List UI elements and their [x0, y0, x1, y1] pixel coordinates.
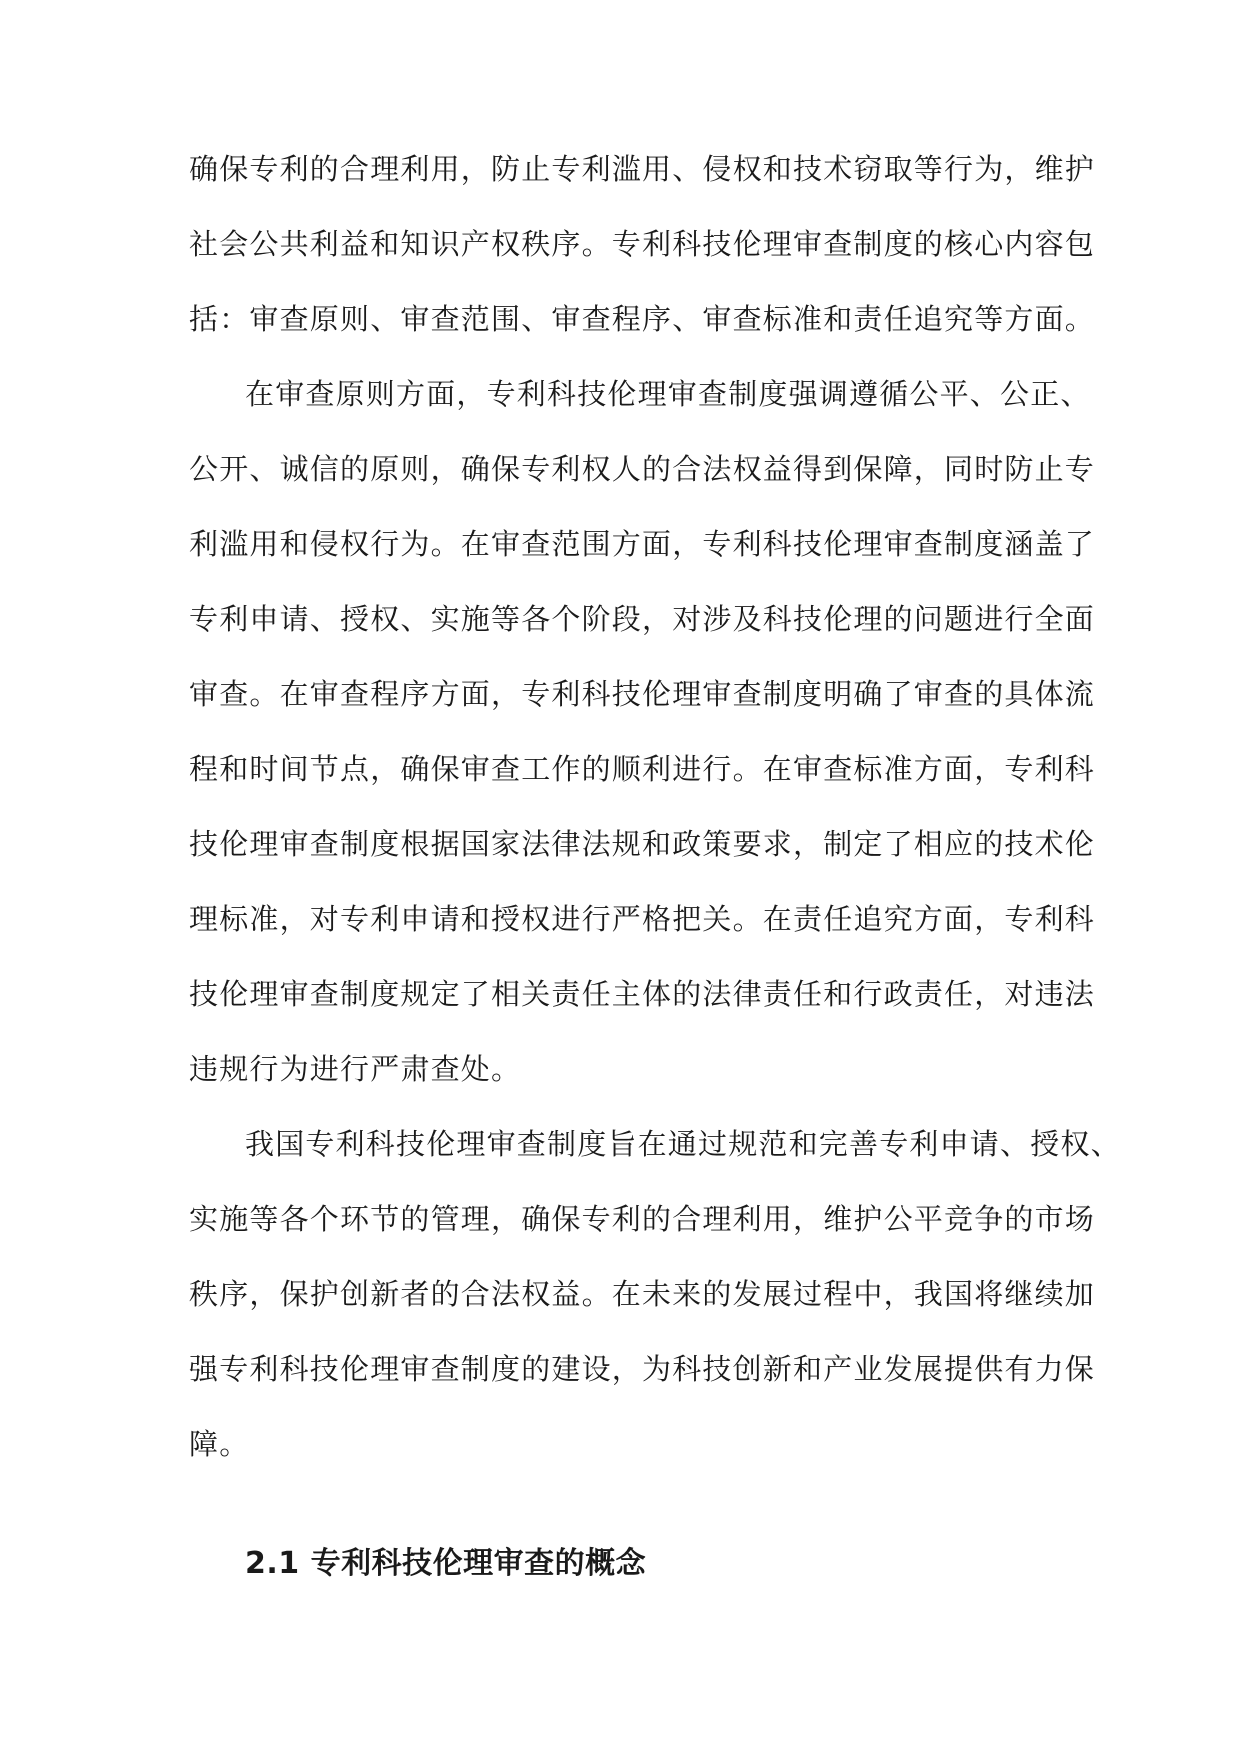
text-line: 确保专利的合理利用，防止专利滥用、侵权和技术窃取等行为，维护 [189, 152, 1096, 186]
text-line: 违规行为进行严肃查处。 [189, 1052, 522, 1086]
text-line: 专利申请、授权、实施等各个阶段，对涉及科技伦理的问题进行全面 [189, 602, 1096, 636]
text-line: 程和时间节点，确保审查工作的顺利进行。在审查标准方面，专利科 [189, 752, 1096, 786]
text-line: 我国专利科技伦理审查制度旨在通过规范和完善专利申请、授权、 [245, 1127, 1121, 1161]
section-heading: 2.1 专利科技伦理审查的概念 [245, 1546, 647, 1581]
text-line: 技伦理审查制度规定了相关责任主体的法律责任和行政责任，对违法 [189, 977, 1096, 1011]
text-line: 技伦理审查制度根据国家法律法规和政策要求，制定了相应的技术伦 [189, 827, 1096, 861]
text-line: 强专利科技伦理审查制度的建设，为科技创新和产业发展提供有力保 [189, 1352, 1096, 1386]
text-line: 公开、诚信的原则，确保专利权人的合法权益得到保障，同时防止专 [189, 452, 1096, 486]
text-line: 障。 [189, 1427, 250, 1461]
text-line: 社会公共利益和知识产权秩序。专利科技伦理审查制度的核心内容包 [189, 227, 1096, 261]
text-line: 秩序，保护创新者的合法权益。在未来的发展过程中，我国将继续加 [189, 1277, 1096, 1311]
text-line: 括：审查原则、审查范围、审查程序、审查标准和责任追究等方面。 [189, 302, 1096, 336]
text-line: 实施等各个环节的管理，确保专利的合理利用，维护公平竞争的市场 [189, 1202, 1096, 1236]
text-line: 在审查原则方面，专利科技伦理审查制度强调遵循公平、公正、 [245, 377, 1091, 411]
text-line: 利滥用和侵权行为。在审查范围方面，专利科技伦理审查制度涵盖了 [189, 527, 1096, 561]
text-line: 审查。在审查程序方面，专利科技伦理审查制度明确了审查的具体流 [189, 677, 1096, 711]
text-line: 理标准，对专利申请和授权进行严格把关。在责任追究方面，专利科 [189, 902, 1096, 936]
